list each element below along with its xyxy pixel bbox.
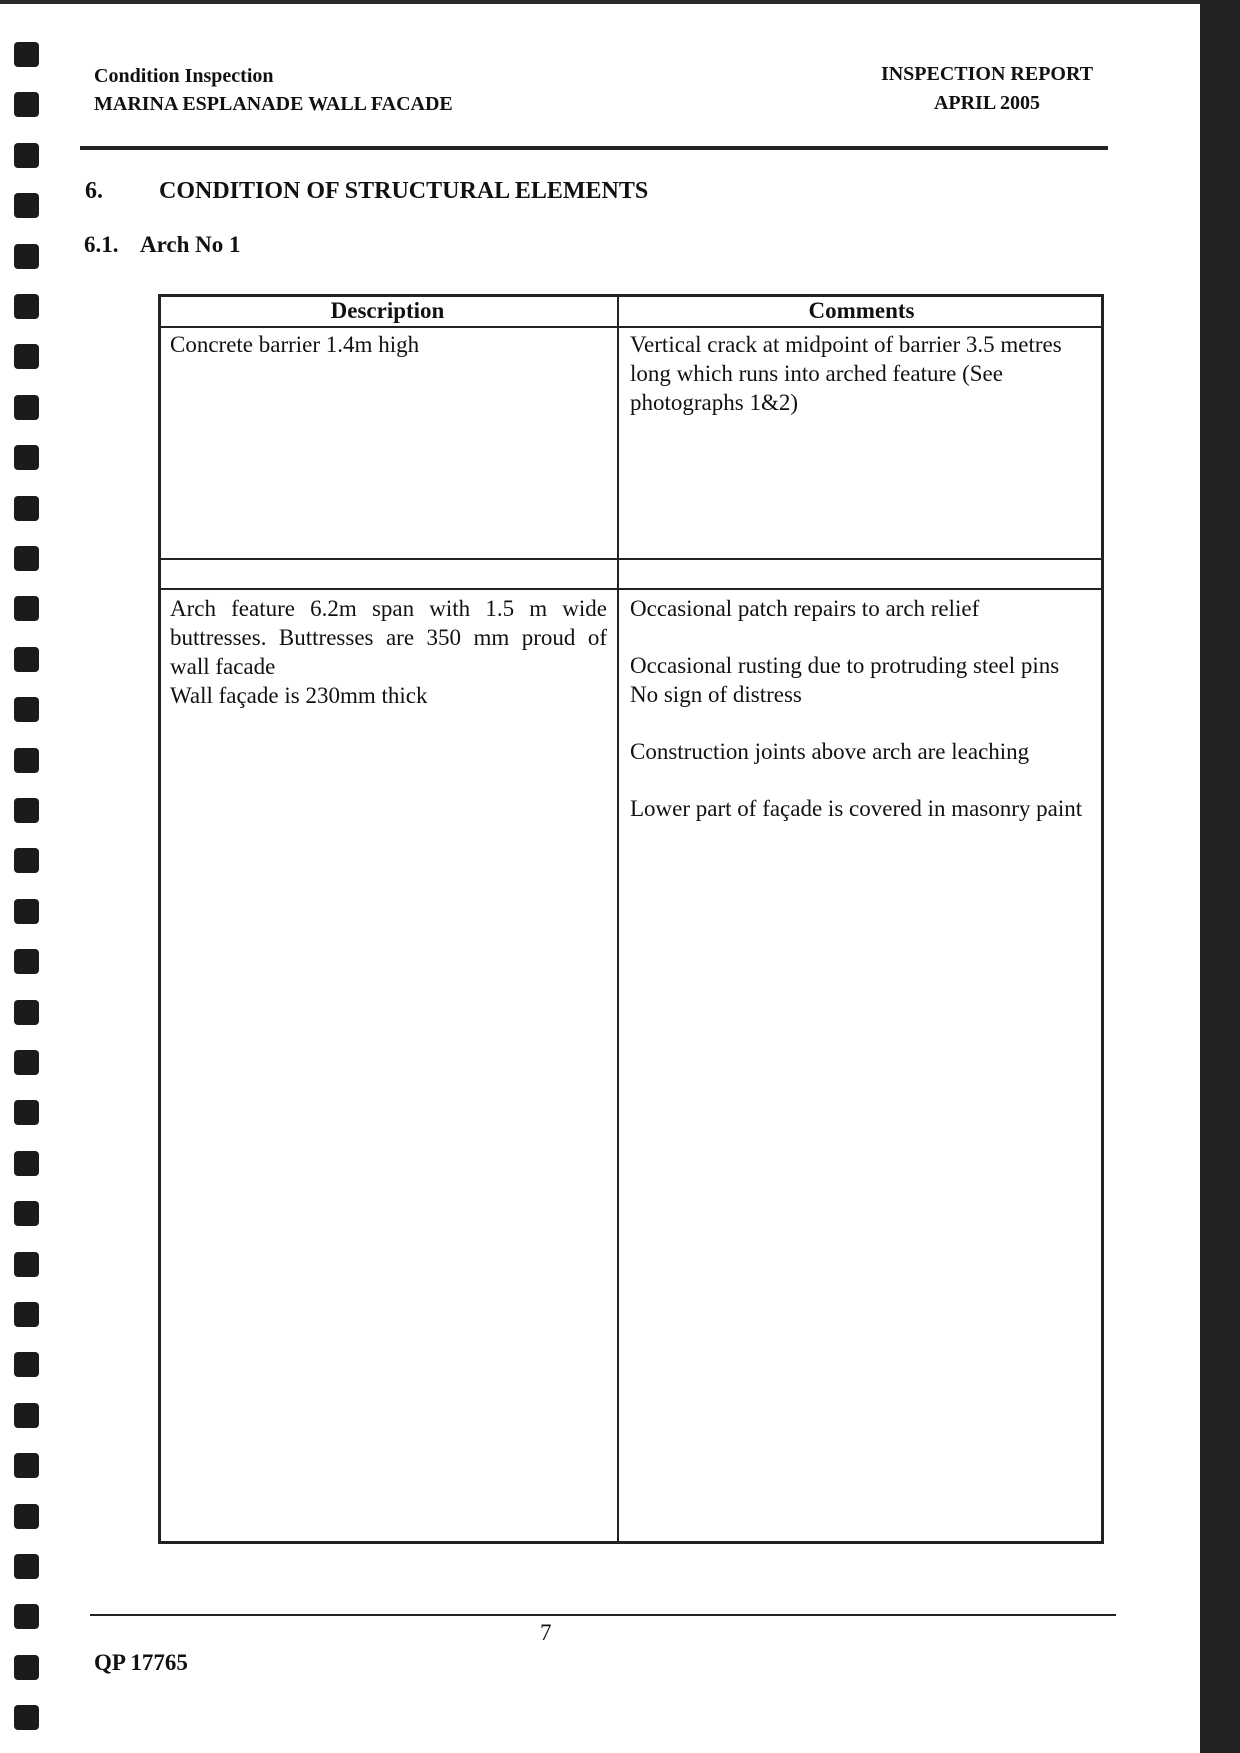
cell-text: Occasional rusting due to protruding steel pins — [630, 653, 1060, 678]
binding-hole — [14, 1050, 39, 1075]
subsection-number: 6.1. — [84, 232, 119, 257]
binding-hole — [14, 949, 39, 974]
binding-hole — [14, 1655, 39, 1680]
binding-hole — [14, 143, 39, 168]
table-cell-description — [170, 330, 610, 359]
binding-hole — [14, 697, 39, 722]
cell-text: Vertical crack at midpoint of barrier 3.5 metres long which runs into arched feature (See photographs 1&2) — [630, 332, 1062, 415]
section-number: 6. — [85, 178, 103, 204]
binding-hole — [14, 647, 39, 672]
table-header-rule — [158, 326, 1104, 328]
binding-hole — [14, 1453, 39, 1478]
header-report-title: INSPECTION REPORT — [880, 63, 1094, 85]
table-row-rule — [158, 558, 1104, 560]
binding-hole — [14, 596, 39, 621]
cell-text: Occasional patch repairs to arch relief — [630, 596, 980, 621]
page-number: 7 — [540, 1620, 552, 1645]
header-left — [94, 62, 453, 118]
header-doc-type: Condition Inspection — [94, 65, 274, 87]
cell-text: Arch feature 6.2m span with 1.5 m wide buttresses. Buttresses are 350 mm proud of wall facade — [170, 596, 607, 679]
column-header-comments: Comments — [808, 298, 915, 323]
binding-hole — [14, 1302, 39, 1327]
binding-hole — [14, 193, 39, 218]
binding-hole — [14, 748, 39, 773]
header-right — [872, 60, 1102, 118]
column-header-description: Description — [330, 298, 445, 323]
binding-hole — [14, 848, 39, 873]
section-title: CONDITION OF STRUCTURAL ELEMENTS — [159, 178, 649, 204]
binding-hole — [14, 1100, 39, 1125]
binding-hole — [14, 899, 39, 924]
binding-hole — [14, 1604, 39, 1629]
binding-hole — [14, 1000, 39, 1025]
binding-hole — [14, 1352, 39, 1377]
binding-hole — [14, 395, 39, 420]
binding-hole — [14, 1705, 39, 1730]
cell-text: No sign of distress — [630, 682, 802, 707]
table-frame — [158, 294, 1104, 1544]
table-cell-description — [170, 594, 607, 710]
binding-hole — [14, 546, 39, 571]
table-row-rule — [158, 588, 1104, 590]
binding-hole — [14, 294, 39, 319]
page-top-edge — [0, 0, 1240, 4]
binding-hole — [14, 1403, 39, 1428]
document-code: QP 17765 — [94, 1650, 188, 1675]
cell-text: Concrete barrier 1.4m high — [170, 332, 420, 357]
scan-edge-shadow — [1200, 0, 1240, 1753]
binding-hole — [14, 42, 39, 67]
binding-hole — [14, 244, 39, 269]
header-report-date: APRIL 2005 — [933, 92, 1041, 114]
binding-hole — [14, 344, 39, 369]
binding-hole — [14, 1504, 39, 1529]
binding-hole — [14, 798, 39, 823]
inspection-table — [158, 294, 1104, 1544]
table-cell-comments — [630, 594, 1093, 823]
binding-hole — [14, 1201, 39, 1226]
cell-text: Wall façade is 230mm thick — [170, 683, 428, 708]
table-column-rule — [617, 294, 619, 1544]
binding-hole — [14, 1151, 39, 1176]
subsection-title: Arch No 1 — [140, 232, 241, 257]
table-cell-comments — [630, 330, 1090, 417]
header-rule — [80, 146, 1108, 150]
binding-hole — [14, 496, 39, 521]
binding-hole — [14, 1252, 39, 1277]
footer-rule — [90, 1614, 1116, 1616]
binding-hole — [14, 1554, 39, 1579]
header-project-name: MARINA ESPLANADE WALL FACADE — [94, 93, 453, 115]
binding-holes — [14, 42, 40, 1722]
cell-text: Construction joints above arch are leaching — [630, 739, 1030, 764]
subsection-heading — [84, 232, 241, 258]
cell-text: Lower part of façade is covered in masonry paint — [630, 796, 1083, 821]
binding-hole — [14, 92, 39, 117]
binding-hole — [14, 445, 39, 470]
section-heading — [85, 178, 648, 205]
